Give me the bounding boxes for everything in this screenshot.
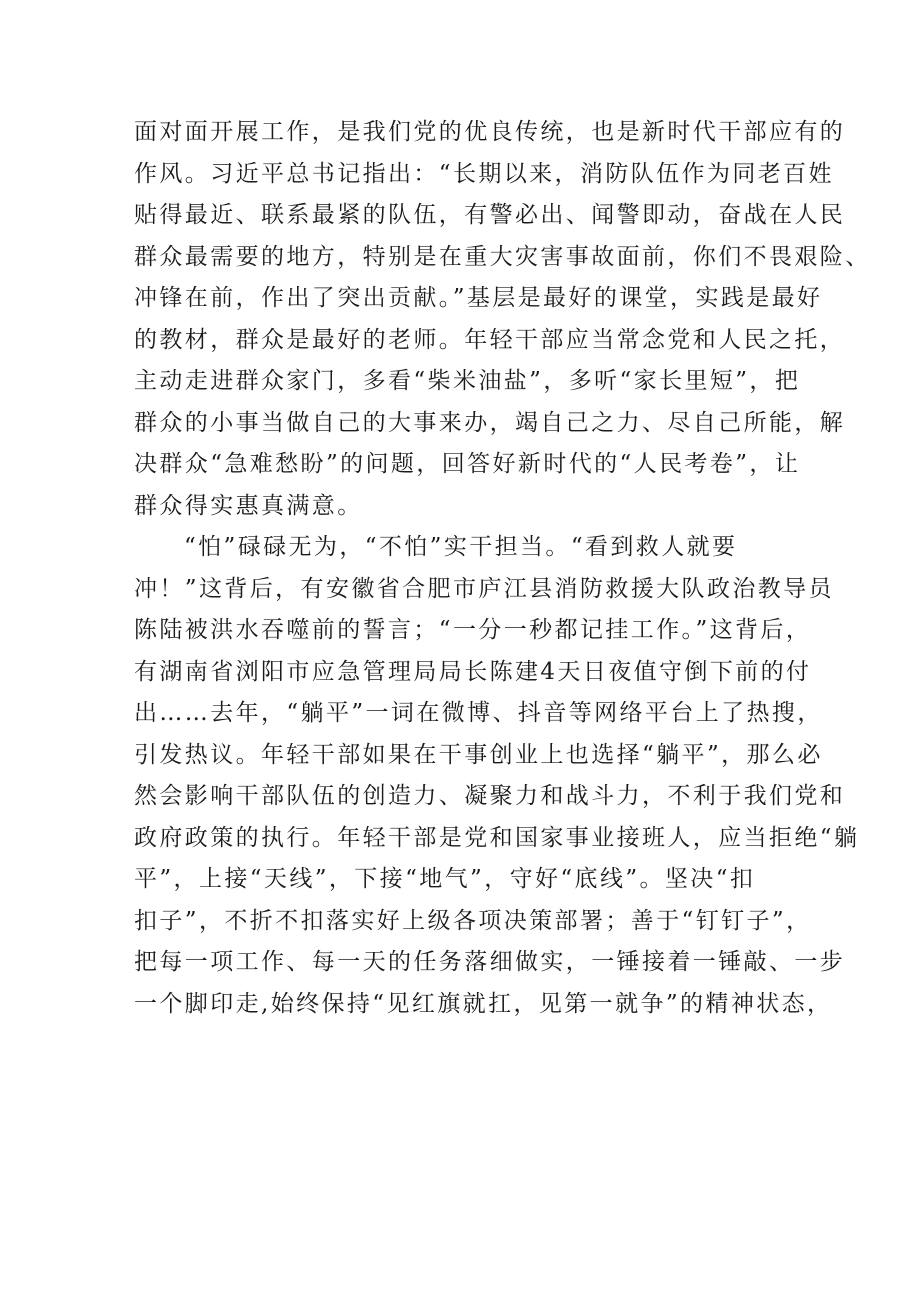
text-line: 一个脚印走,始终保持“见红旗就扛，见第一就争”的精神状态， — [134, 990, 833, 1017]
text-line: 冲！”这背后，有安徽省合肥市庐江县消防救援大队政治教导员 — [134, 575, 834, 602]
text-line: 群众的小事当做自己的大事来办，竭自己之力、尽自己所能，解 — [134, 409, 846, 436]
text-line: 决群众“急难愁盼”的问题，回答好新时代的“人民考卷”，让 — [134, 451, 801, 477]
text-line: 冲锋在前，作出了突出贡献。”基层是最好的课堂，实践是最好 — [134, 285, 823, 311]
text-line: 主动走进群众家门，多看“柴米油盐”，多听“家长里短”，把 — [134, 368, 801, 394]
paragraph-2 — [134, 527, 860, 1025]
paragraph-1 — [134, 112, 871, 527]
text-line: 然会影响干部队伍的创造力、凝聚力和战斗力，不利于我们党和 — [134, 783, 846, 809]
text-line: 平”，上接“天线”，下接“地气”，守好“底线”。坚决“扣 — [134, 866, 756, 892]
text-line: 群众最需要的地方，特别是在重大灾害事故面前，你们不畏艰险、 — [134, 243, 871, 270]
text-line: 把每一项工作、每一天的任务落细做实，一锤接着一锤敲、一步 — [134, 949, 846, 975]
text-line: 群众得实惠真满意。 — [134, 492, 363, 519]
text-line: 陈陆被洪水吞噬前的誓言；“一分一秒都记挂工作。”这背后， — [134, 617, 812, 643]
text-line: 面对面开展工作，是我们党的优良传统，也是新时代干部应有的 — [134, 119, 846, 145]
text-line: 作风。习近平总书记指出：“长期以来，消防队伍作为同老百姓 — [134, 160, 834, 187]
text-line: 贴得最近、联系最紧的队伍，有警必出、闻警即动，奋战在人民 — [134, 202, 846, 228]
text-line: 扣子”，不折不扣落实好上级各项决策部署；善于“钉钉子”， — [134, 907, 812, 934]
document-body — [134, 112, 871, 1025]
text-line-indented: “怕”碌碌无为，“不怕”实干担当。“看到救人就要 — [184, 534, 738, 560]
text-line: 政府政策的执行。年轻干部是党和国家事业接班人，应当拒绝“躺 — [134, 824, 860, 851]
text-line: 有湖南省浏阳市应急管理局局长陈建4天日夜值守倒下前的付 — [134, 658, 812, 685]
text-line: 出……去年，“躺平”一词在微博、抖音等网络平台上了热搜， — [134, 700, 823, 726]
text-line: 的教材，群众是最好的老师。年轻干部应当常念党和人民之托， — [134, 326, 846, 353]
text-line: 引发热议。年轻干部如果在干事创业上也选择“躺平”，那么必 — [134, 741, 823, 768]
